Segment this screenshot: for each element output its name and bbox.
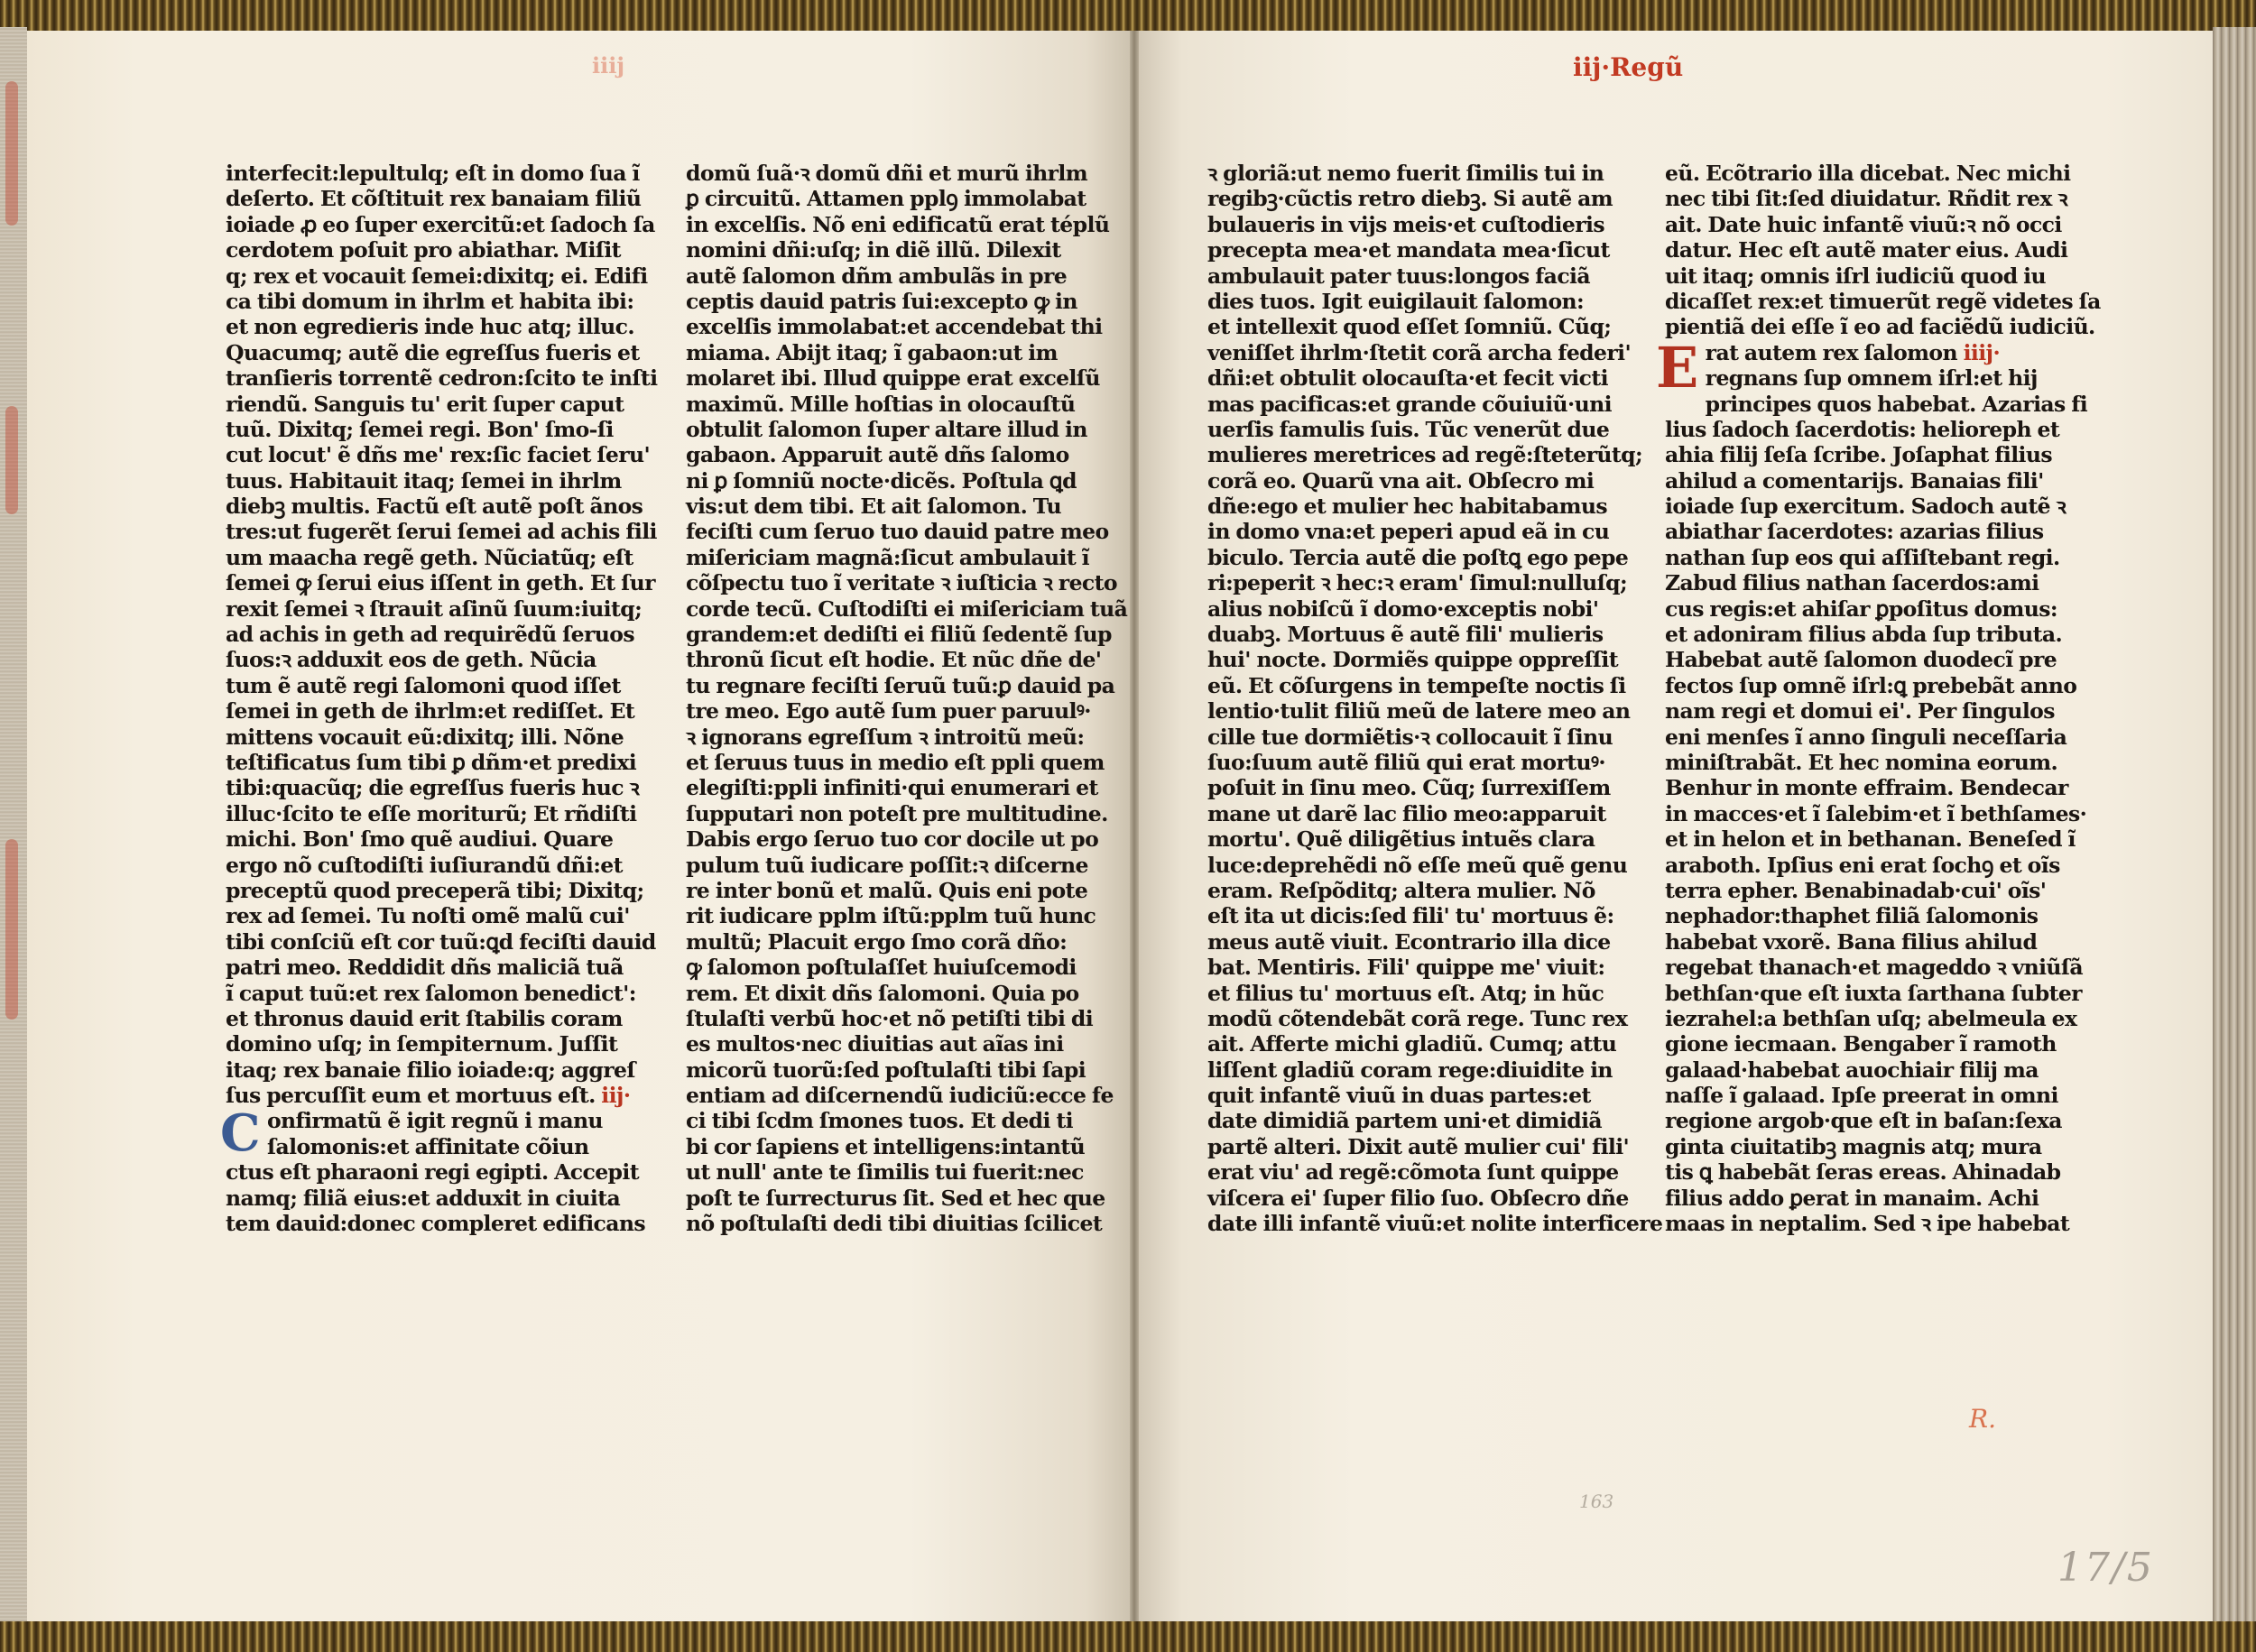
text-line: um maacha regẽ geth. Nũciatũq; eſt — [226, 544, 633, 570]
text-line: elegiſti:ppli infiniti·qui enumerari et — [686, 775, 1098, 801]
text-line: corã eo. Quarũ vna ait. Obſecro mi — [1207, 467, 1595, 494]
text-line: ait. Afferte michi gladiũ. Cumq; attu — [1207, 1031, 1617, 1057]
text-line: ſus percuſſit eum et mortuus eſt. iij· — [226, 1083, 631, 1109]
text-line: eni menſes ĩ anno ſinguli neceſſaria — [1665, 724, 2067, 750]
text-line: tibi:quacũq; die egreſſus fueris huc ꝛ — [226, 775, 640, 801]
text-line: maas in neptalim. Sed ꝛ ipe habebat — [1665, 1211, 2070, 1237]
text-line: cut locut' ẽ dñs me' rex:ſic faciet ſeru' — [226, 442, 651, 468]
pencil-annotation: R. — [1969, 1404, 1996, 1434]
text-line: date illi infantẽ viuũ:et nolite interficere — [1207, 1211, 1663, 1237]
text-line: terra epher. Benabinadab·cui' oĩs' — [1665, 877, 2047, 903]
text-line: Quacumq; autẽ die egreſſus fueris et — [226, 339, 640, 365]
column-lines — [1665, 161, 2101, 340]
text-line: ꝙ ſalomon poſtulaſſet huiuſcemodi — [686, 955, 1077, 981]
column-lines — [686, 161, 1127, 1236]
text-column-1 — [220, 161, 658, 1237]
text-line: ſupputari non poteſt pre multitudine. — [686, 800, 1108, 826]
text-line: re inter bonũ et malũ. Quis eni pote — [686, 877, 1088, 903]
text-line: ut null' ante te ſimilis tui fuerit:nec — [686, 1159, 1084, 1186]
initial-lines — [1665, 340, 2101, 417]
text-line: uit itaq; omnis iſrl iudiciũ quod iu — [1665, 263, 2046, 289]
text-line: habebat vxorẽ. Bana filius ahilud — [1665, 928, 2038, 955]
text-line: ginta ciuitatibꝫ magnis atq; mura — [1665, 1133, 2042, 1159]
text-line: ait. Date huic infantẽ viuũ:ꝛ nõ occi — [1665, 211, 2062, 237]
text-line: cerdotem poſuit pro abiathar. Miſit — [226, 237, 621, 263]
text-line: pulum tuũ iudicare poſſit:ꝛ diſcerne — [686, 852, 1088, 878]
text-line: tum ẽ autẽ regi ſalomoni quod iſſet — [226, 672, 621, 698]
text-line: lentio·tulit filiũ meũ de latere meo an — [1207, 698, 1631, 724]
text-line: nathan ſup eos qui aſſiſtebant regi. — [1665, 544, 2060, 570]
text-line: tu regnare feciſti ſeruũ tuũ:ꝑ dauid pa — [686, 672, 1115, 698]
text-line: feciſti cum ſeruo tuo dauid patre meo — [686, 519, 1109, 545]
running-head-left: iiij — [592, 52, 625, 78]
text-line: et in helon et in bethanan. Beneſed ĩ — [1665, 826, 2076, 853]
text-line: erat viu' ad regẽ:cõmota ſunt quippe — [1207, 1159, 1619, 1186]
text-line: grandem:et dediſti ei filiũ ſedentẽ ſup — [686, 622, 1112, 648]
text-line: date dimidiã partem uni·et dimidiã — [1207, 1108, 1603, 1134]
gilt-border-bottom — [0, 1621, 2256, 1652]
text-line: obtulit ſalomon ſuper altare illud in — [686, 416, 1087, 442]
text-line: micorũ tuorũ:ſed poſtulaſti tibi ſapi — [686, 1057, 1086, 1083]
column-lines — [1665, 417, 2101, 1237]
text-line: uerſis famulis ſuis. Tũc venerũt due — [1207, 416, 1610, 442]
text-line: tranſieris torrentẽ cedron:ſcito te inſti — [226, 365, 658, 392]
text-line: eram. Reſpõditq; altera mulier. Nõ — [1207, 877, 1595, 903]
text-line: tis ꝗ habebãt ſeras ereas. Ahinadab — [1665, 1159, 2061, 1186]
text-line: teſtificatus ſum tibi ꝑ dñm·et predixi — [226, 749, 637, 775]
text-line: namq; filiã eius:et adduxit in ciuita — [226, 1185, 621, 1211]
text-line: preceptũ quod preceperã tibi; Dixitq; — [226, 877, 644, 903]
gilt-border-top — [0, 0, 2256, 31]
text-line: miſericiam magnã:ſicut ambulauit ĩ — [686, 544, 1089, 570]
text-line: ſtulaſti verbũ hoc·et nõ petiſti tibi di — [686, 1005, 1094, 1031]
text-line: et intellexit quod eſſet ſomniũ. Cũq; — [1207, 314, 1612, 340]
text-line: principes quos habebat. Azarias fi — [1705, 391, 2088, 417]
text-line: fectos ſup omnẽ iſrl:ꝗ prebebãt anno — [1665, 672, 2077, 698]
text-line: miama. Abijt itaq; ĩ gabaon:ut im — [686, 339, 1058, 365]
text-line: filius addo ꝑerat in manaim. Achi — [1665, 1185, 2039, 1211]
text-line: ctus eſt pharaoni regi egipti. Accepit — [226, 1159, 639, 1186]
text-line: ca tibi domum in ihrlm et habita ibi: — [226, 288, 634, 314]
text-line: tuus. Habitauit itaq; ſemei in ihrlm — [226, 467, 622, 494]
text-line: excelſis immolabat:et accendebat thi — [686, 314, 1103, 340]
text-line: rexit ſemei ꝛ ſtrauit aſinũ ſuum:iuitq; — [226, 595, 643, 622]
text-line: multũ; Placuit ergo ſmo corã dño: — [686, 928, 1068, 955]
text-column-2 — [686, 161, 1127, 1236]
text-line: regibꝫ·cũctis retro diebꝫ. Si autẽ am — [1207, 186, 1613, 212]
text-line: ambulauit pater tuus:longos faciã — [1207, 263, 1590, 289]
text-line: tibi conſciũ eſt cor tuũ:ꝗd feciſti dauid — [226, 928, 656, 955]
chapter-start — [1656, 334, 2101, 417]
text-line: gabaon. Apparuit autẽ dñs ſalomo — [686, 442, 1069, 468]
decorated-initial: C — [220, 1103, 260, 1164]
text-line: cille tue dormiẽtis·ꝛ collocauit ĩ ſinu — [1207, 724, 1613, 750]
text-line: domũ ſuã·ꝛ domũ dñi et murũ ihrlm — [686, 161, 1088, 186]
text-line: liſſent gladiũ coram rege:diuidite in — [1207, 1057, 1613, 1083]
text-line: rit iudicare pplm iſtũ:pplm tuũ hunc — [686, 903, 1096, 929]
text-line: nam regi et domui ei'. Per ſingulos — [1665, 698, 2055, 724]
running-head-right: iij·Regũ — [1573, 52, 1684, 82]
text-line: iezrahel:a bethſan uſq; abelmeula ex — [1665, 1005, 2077, 1031]
text-line: in domo vna:et peperi apud eã in cu — [1207, 519, 1610, 545]
text-line: tuũ. Dixitq; ſemei regi. Bon' ſmo-ſi — [226, 416, 614, 442]
text-line: Zabud filius nathan ſacerdos:ami — [1665, 570, 2039, 596]
text-line: et adoniram filius abda ſup tributa. — [1665, 622, 2063, 648]
text-line: thronũ ſicut eſt hodie. Et nũc dñe de' — [686, 647, 1102, 673]
text-line: bi cor ſapiens et intelligens:intantũ — [686, 1133, 1086, 1159]
text-line: bethſan·que eſt iuxta ſarthana ſubter — [1665, 980, 2082, 1006]
text-line: nephador:thaphet filiã ſalomonis — [1665, 903, 2039, 929]
text-line: bat. Mentiris. Fili' quippe me' viuit: — [1207, 955, 1605, 981]
text-line: lius ſadoch ſacerdotis: helioreph et — [1665, 416, 2060, 442]
text-line: modũ cõtendebãt corã rege. Tunc rex — [1207, 1005, 1628, 1031]
text-line: ad achis in geth ad requirẽdũ ſeruos — [226, 622, 634, 648]
text-line: et ſeruus tuus in medio eſt ppli quem — [686, 749, 1105, 775]
text-line: riendũ. Sanguis tu' erit ſuper caput — [226, 391, 624, 417]
text-line: et thronus dauid erit ſtabilis coram — [226, 1005, 623, 1031]
column-lines — [226, 161, 657, 1108]
rubric-marker: iij· — [595, 1083, 631, 1109]
rubric-marker: iiij· — [1956, 339, 2001, 365]
text-line: hui' nocte. Dormiẽs quippe oppreſſit — [1207, 647, 1619, 673]
text-line: alius nobiſcũ ĩ domo·exceptis nobi' — [1207, 595, 1599, 622]
text-line: deſerto. Et cõſtituit rex banaiam filiũ — [226, 186, 642, 212]
text-line: ioiade ꝓ eo ſuper exercitũ:et ſadoch ſa — [226, 211, 655, 237]
text-line: mas pacificas:et grande cõuiuiũ·uni — [1207, 391, 1612, 417]
text-line: in excelſis. Nõ eni edificatũ erat téplũ — [686, 211, 1110, 237]
text-line: rex ad ſemei. Tu noſti omẽ malũ cui' — [226, 903, 630, 929]
text-line: itaq; rex banaie filio ioiade:q; aggreſ — [226, 1057, 635, 1083]
edge-rubric-mark — [5, 81, 18, 226]
initial-lines — [226, 1108, 657, 1236]
text-line: viſcera ei' ſuper filio ſuo. Obſecro dñe — [1207, 1185, 1629, 1211]
text-line: diebꝫ multis. Factũ eſt autẽ poſt ãnos — [226, 494, 643, 520]
text-line: meus autẽ viuit. Econtrario illa dice — [1207, 928, 1611, 955]
text-line: miniſtrabãt. Et hec nomina eorum. — [1665, 749, 2058, 775]
text-line: ĩ caput tuũ:et rex ſalomon benedict': — [226, 980, 636, 1006]
text-line: tem dauid:donec compleret edificans — [226, 1211, 645, 1237]
text-line: naſſe ĩ galaad. Ipſe preerat in omni — [1665, 1083, 2058, 1109]
text-line: abiathar ſacerdotes: azarias filius — [1665, 519, 2044, 545]
text-line: ꝛ gloriã:ut nemo fuerit ſimilis tui in — [1207, 161, 1604, 186]
text-line: dies tuos. Igit euigilauit ſalomon: — [1207, 288, 1585, 314]
text-line: datur. Hec eſt autẽ mater eius. Audi — [1665, 237, 2068, 263]
text-line: rem. Et dixit dñs ſalomoni. Quia po — [686, 980, 1079, 1006]
text-line: veniſſet ihrlm·ſtetit corã archa federi' — [1207, 339, 1632, 365]
text-line: es multos·nec diuitias aut aĩas ini — [686, 1031, 1064, 1057]
text-line: onfirmatũ ẽ igit regnũ i manu — [266, 1108, 603, 1134]
column-lines — [1207, 161, 1662, 1236]
edge-rubric-mark — [5, 406, 18, 514]
text-line: regione argob·que eſt in baſan:ſexa — [1665, 1108, 2062, 1134]
text-line: tres:ut fugerẽt ſerui ſemei ad achis fili — [226, 519, 657, 545]
fore-edge-right — [2213, 27, 2256, 1622]
text-line: nõ poſtulaſti dedi tibi diuitias ſcilicet — [686, 1211, 1103, 1237]
text-line: biculo. Tercia autẽ die poſtꝗ ego pepe — [1207, 544, 1629, 570]
text-line: illuc·ſcito te eſſe moriturũ; Et rñdiſti — [226, 800, 637, 826]
text-line: ahia filij ſeſa ſcribe. Joſaphat filius — [1665, 442, 2052, 468]
text-line: pientiã dei eſſe ĩ eo ad faciẽdũ iudiciũ. — [1665, 314, 2095, 340]
text-line: ſuos:ꝛ adduxit eos de geth. Nũcia — [226, 647, 596, 673]
text-column-3 — [1207, 161, 1662, 1236]
folio-number: 163 — [1579, 1490, 1614, 1512]
text-line: corde tecũ. Cuſtodiſti ei miſericiam tuã — [686, 595, 1128, 622]
text-line: regnans ſup omnem iſrl:et hij — [1705, 365, 2038, 392]
fore-edge-left — [0, 27, 27, 1622]
text-line: gione iecmaan. Bengaber ĩ ramoth — [1665, 1031, 2057, 1057]
text-line: ri:peperit ꝛ hec:ꝛ eram' ſimul:nulluſq; — [1207, 570, 1628, 596]
text-line: maximũ. Mille hoſtias in olocauſtũ — [686, 391, 1076, 417]
text-line: galaad·habebat auochiair filij ma — [1665, 1057, 2039, 1083]
text-line: precepta mea·et mandata mea·ſicut — [1207, 237, 1610, 263]
text-line: rat autem rex ſalomon iiij· — [1705, 339, 2001, 365]
text-line: ſuo:ſuum autẽ filiũ qui erat mortuꝰ· — [1207, 749, 1605, 775]
text-line: ſemei ꝙ ſerui eius iſſent in geth. Et ſur — [226, 570, 655, 596]
text-line: ꝑ circuitũ. Attamen pplꝯ immolabat — [686, 186, 1086, 212]
decorated-initial: E — [1656, 334, 1698, 401]
text-line: in macces·et ĩ ſalebim·et ĩ bethſames· — [1665, 800, 2087, 826]
text-line: vis:ut dem tibi. Et ait ſalomon. Tu — [686, 494, 1062, 520]
text-line: Benhur in monte effraim. Bendecar — [1665, 775, 2068, 801]
text-line: ahilud a comentarijs. Banaias fili' — [1665, 467, 2044, 494]
shelf-mark: 17/5 — [2057, 1545, 2154, 1591]
text-line: et non egredieris inde huc atq; illuc. — [226, 314, 634, 340]
text-line: Dabis ergo ſeruo tuo cor docile ut po — [686, 826, 1099, 853]
text-line: ſemei in geth de ihrlm:et rediſſet. Et — [226, 698, 635, 724]
text-line: luce:deprehẽdi nõ eſſe meũ quẽ genu — [1207, 852, 1628, 878]
text-line: ceptis dauid patris ſui:excepto ꝙ in — [686, 288, 1077, 314]
text-line: autẽ ſalomon dñm ambulãs in pre — [686, 263, 1068, 289]
text-line: cus regis:et ahiſar ꝑpoſitus domus: — [1665, 595, 2057, 622]
text-line: eũ. Et cõſurgens in tempeſte noctis ſi — [1207, 672, 1626, 698]
text-line: cõſpectu tuo ĩ veritate ꝛ iuſticia ꝛ recto — [686, 570, 1117, 596]
text-line: partẽ alteri. Dixit autẽ mulier cui' fili' — [1207, 1133, 1630, 1159]
text-line: molaret ibi. Illud quippe erat excelſũ — [686, 365, 1100, 392]
text-line: ꝛ ignorans egreſſum ꝛ introitũ meũ: — [686, 724, 1085, 750]
book-gutter — [1130, 31, 1139, 1621]
text-line: nomini dñi:uſq; in diẽ illũ. Dilexit — [686, 237, 1061, 263]
text-line: Habebat autẽ ſalomon duodecĩ pre — [1665, 647, 2057, 673]
text-line: ſalomonis:et affinitate cõiun — [266, 1133, 589, 1159]
text-line: et filius tu' mortuus eſt. Atq; in hũc — [1207, 980, 1604, 1006]
text-line: ci tibi ſcdm ſmones tuos. Et dedi ti — [686, 1108, 1073, 1134]
edge-rubric-mark — [5, 839, 18, 1020]
text-line: entiam ad diſcernendũ iudiciũ:ecce fe — [686, 1083, 1114, 1109]
chapter-start — [220, 1103, 657, 1237]
text-line: patri meo. Reddidit dñs maliciã tuã — [226, 955, 624, 981]
text-line: dicaſſet rex:et timuerũt regẽ videtes ſa — [1665, 288, 2101, 314]
text-line: poſt te ſurrecturus ſit. Sed et hec que — [686, 1185, 1105, 1211]
text-line: poſuit in ſinu meo. Cũq; ſurrexiſſem — [1207, 775, 1611, 801]
text-line: tre meo. Ego autẽ ſum puer paruulꝰ· — [686, 698, 1091, 724]
text-line: mulieres meretrices ad regẽ:ſteterũtq; — [1207, 442, 1643, 468]
text-line: ioiade ſup exercitum. Sadoch autẽ ꝛ — [1665, 494, 2066, 520]
text-line: nec tibi ſit:ſed diuidatur. Rñdit rex ꝛ — [1665, 186, 2067, 212]
text-line: domino uſq; in ſempiternum. Juſſit — [226, 1031, 618, 1057]
text-line: michi. Bon' ſmo quẽ audiui. Quare — [226, 826, 614, 853]
text-line: eũ. Ecõtrario illa dicebat. Nec michi — [1665, 161, 2071, 186]
text-column-4 — [1656, 161, 2101, 1237]
text-line: regebat thanach·et mageddo ꝛ vniũſã — [1665, 955, 2084, 981]
text-line: ergo nõ cuſtodiſti iuſiurandũ dñi:et — [226, 852, 623, 878]
text-line: duabꝫ. Mortuus ẽ autẽ fili' mulieris — [1207, 622, 1604, 648]
text-line: ni ꝑ ſomniũ nocte·dicẽs. Poſtula ꝗd — [686, 467, 1077, 494]
text-line: mittens vocauit eũ:dixitq; illi. Nõne — [226, 724, 624, 750]
text-line: dñi:et obtulit olocauſta·et fecit victi — [1207, 365, 1608, 392]
text-line: eſt ita ut dicis:ſed fili' tu' mortuus ẽ: — [1207, 903, 1614, 929]
text-line: mane ut darẽ lac filio meo:apparuit — [1207, 800, 1606, 826]
text-line: araboth. Ipſius eni erat ſochꝯ et oĩs — [1665, 852, 2060, 878]
text-line: q; rex et vocauit ſemei:dixitq; ei. Edifi — [226, 263, 648, 289]
text-line: quit infantẽ viuũ in duas partes:et — [1207, 1083, 1591, 1109]
text-line: dñe:ego et mulier hec habitabamus — [1207, 494, 1608, 520]
text-line: interfecit:lepultulq; eſt in domo ſua ĩ — [226, 161, 640, 186]
text-line: mortu'. Quẽ diligẽtius intuẽs clara — [1207, 826, 1595, 853]
text-line: bulaueris in vijs meis·et cuſtodieris — [1207, 211, 1604, 237]
